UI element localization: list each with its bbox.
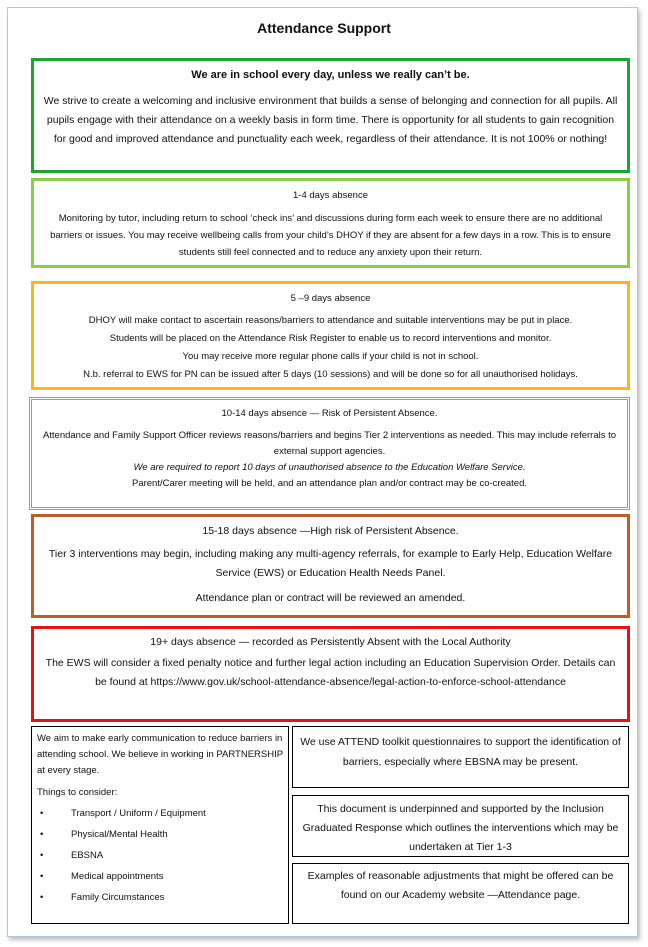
bullet-icon: • bbox=[40, 829, 44, 840]
list-item-label: Medical appointments bbox=[71, 871, 164, 882]
list-item bbox=[37, 866, 283, 887]
tier-1-4-heading: 1-4 days absence bbox=[293, 190, 368, 201]
tier-19-text: The EWS will consider a fixed penalty notice and further legal action including an Education Supervision Order. Details can be found at https://www.gov.uk/school-attendance-absence/legal-action-to-enforce-school-attendance bbox=[45, 657, 616, 688]
tier-19-box bbox=[31, 626, 630, 722]
list-item bbox=[37, 887, 283, 908]
things-to-consider-list bbox=[37, 803, 283, 908]
attend-toolkit-box bbox=[292, 726, 629, 788]
tier-10-14-line3: Parent/Carer meeting will be held, and an attendance plan and/or contract may be co-created. bbox=[131, 478, 527, 489]
list-item-label: Transport / Uniform / Equipment bbox=[71, 808, 206, 819]
tier-5-9-box bbox=[31, 281, 630, 390]
bullet-icon: • bbox=[40, 892, 44, 903]
tier-10-14-line1: Attendance and Family Support Officer reviews reasons/barriers and begins Tier 2 interventions as needed. This may include referrals to external support agencies. bbox=[42, 430, 617, 457]
tier-15-18-line2: Attendance plan or contract will be reviewed an amended. bbox=[195, 592, 466, 604]
list-item bbox=[37, 845, 283, 866]
tier-1-4-box bbox=[31, 178, 630, 268]
bullet-icon: • bbox=[40, 850, 44, 861]
reasonable-adjustments-box bbox=[292, 863, 629, 924]
things-to-consider-label: Things to consider: bbox=[37, 787, 118, 798]
tier-5-9-heading: 5 –9 days absence bbox=[290, 293, 371, 304]
intro-text: We strive to create a welcoming and inclusive environment that builds a sense of belonging and connection for all pupils. All pupils engage with their attendance on a weekly basis in form time. There is opportunity for all students to gain recognition for good and improved attendance and punctuality each week, regardless of their attendance. It is not 100% or nothing! bbox=[43, 95, 618, 145]
intro-heading: We are in school every day, unless we really can’t be. bbox=[191, 69, 470, 81]
tier-15-18-line1: Tier 3 interventions may begin, including making any multi-agency referrals, for example to Early Help, Education Welfare Service (EWS) or Education Health Needs Panel. bbox=[48, 548, 613, 579]
list-item bbox=[37, 824, 283, 845]
attend-toolkit-text: We use ATTEND toolkit questionnaires to support the identification of barriers, especially where EBSNA may be present. bbox=[300, 736, 621, 768]
tier-10-14-line2: We are required to report 10 days of unauthorised absence to the Education Welfare Service. bbox=[133, 462, 526, 473]
graduated-response-box bbox=[292, 795, 629, 857]
bullet-icon: • bbox=[40, 871, 44, 882]
tier-1-4-text: Monitoring by tutor, including return to school ‘check ins’ and discussions during form each week to ensure there are no additional barriers or issues. You may receive wellbeing calls from your child’s DHOY if they are absent for a few days in a row. This is to ensure students still feel connected and to reduce any anxiety upon their return. bbox=[50, 213, 611, 258]
bullet-icon: • bbox=[40, 808, 44, 819]
page-title: Attendance Support bbox=[257, 20, 391, 36]
list-item-label: Physical/Mental Health bbox=[71, 829, 168, 840]
tier-5-9-line4: N.b. referral to EWS for PN can be issued after 5 days (10 sessions) and will be done so for all unauthorised holidays. bbox=[83, 369, 578, 380]
tier-15-18-box bbox=[31, 514, 630, 618]
tier-10-14-heading: 10-14 days absence — Risk of Persistent Absence. bbox=[221, 408, 438, 419]
list-item-label: EBSNA bbox=[71, 850, 104, 861]
list-item bbox=[37, 803, 283, 824]
intro-box bbox=[31, 58, 630, 173]
tier-10-14-box bbox=[29, 397, 630, 510]
tier-19-heading: 19+ days absence — recorded as Persistently Absent with the Local Authority bbox=[150, 636, 511, 648]
graduated-response-text: This document is underpinned and supported by the Inclusion Graduated Response which outlines the interventions which may be undertaken at Tier 1-3 bbox=[302, 803, 619, 853]
tier-5-9-line3: You may receive more regular phone calls if your child is not in school. bbox=[182, 351, 479, 362]
tier-5-9-line2: Students will be placed on the Attendance Risk Register to enable us to record interventions and monitor. bbox=[109, 333, 552, 344]
partnership-text: We aim to make early communication to reduce barriers in attending school. We believe in working in PARTNERSHIP at every stage. bbox=[37, 733, 283, 776]
partnership-box bbox=[31, 726, 289, 924]
tier-5-9-line1: DHOY will make contact to ascertain reasons/barriers to attendance and suitable interventions may be put in place. bbox=[88, 315, 573, 326]
tier-15-18-heading: 15-18 days absence —High risk of Persistent Absence. bbox=[202, 525, 459, 537]
list-item-label: Family Circumstances bbox=[71, 892, 165, 903]
reasonable-adjustments-text: Examples of reasonable adjustments that might be offered can be found on our Academy website —Attendance page. bbox=[307, 870, 614, 901]
